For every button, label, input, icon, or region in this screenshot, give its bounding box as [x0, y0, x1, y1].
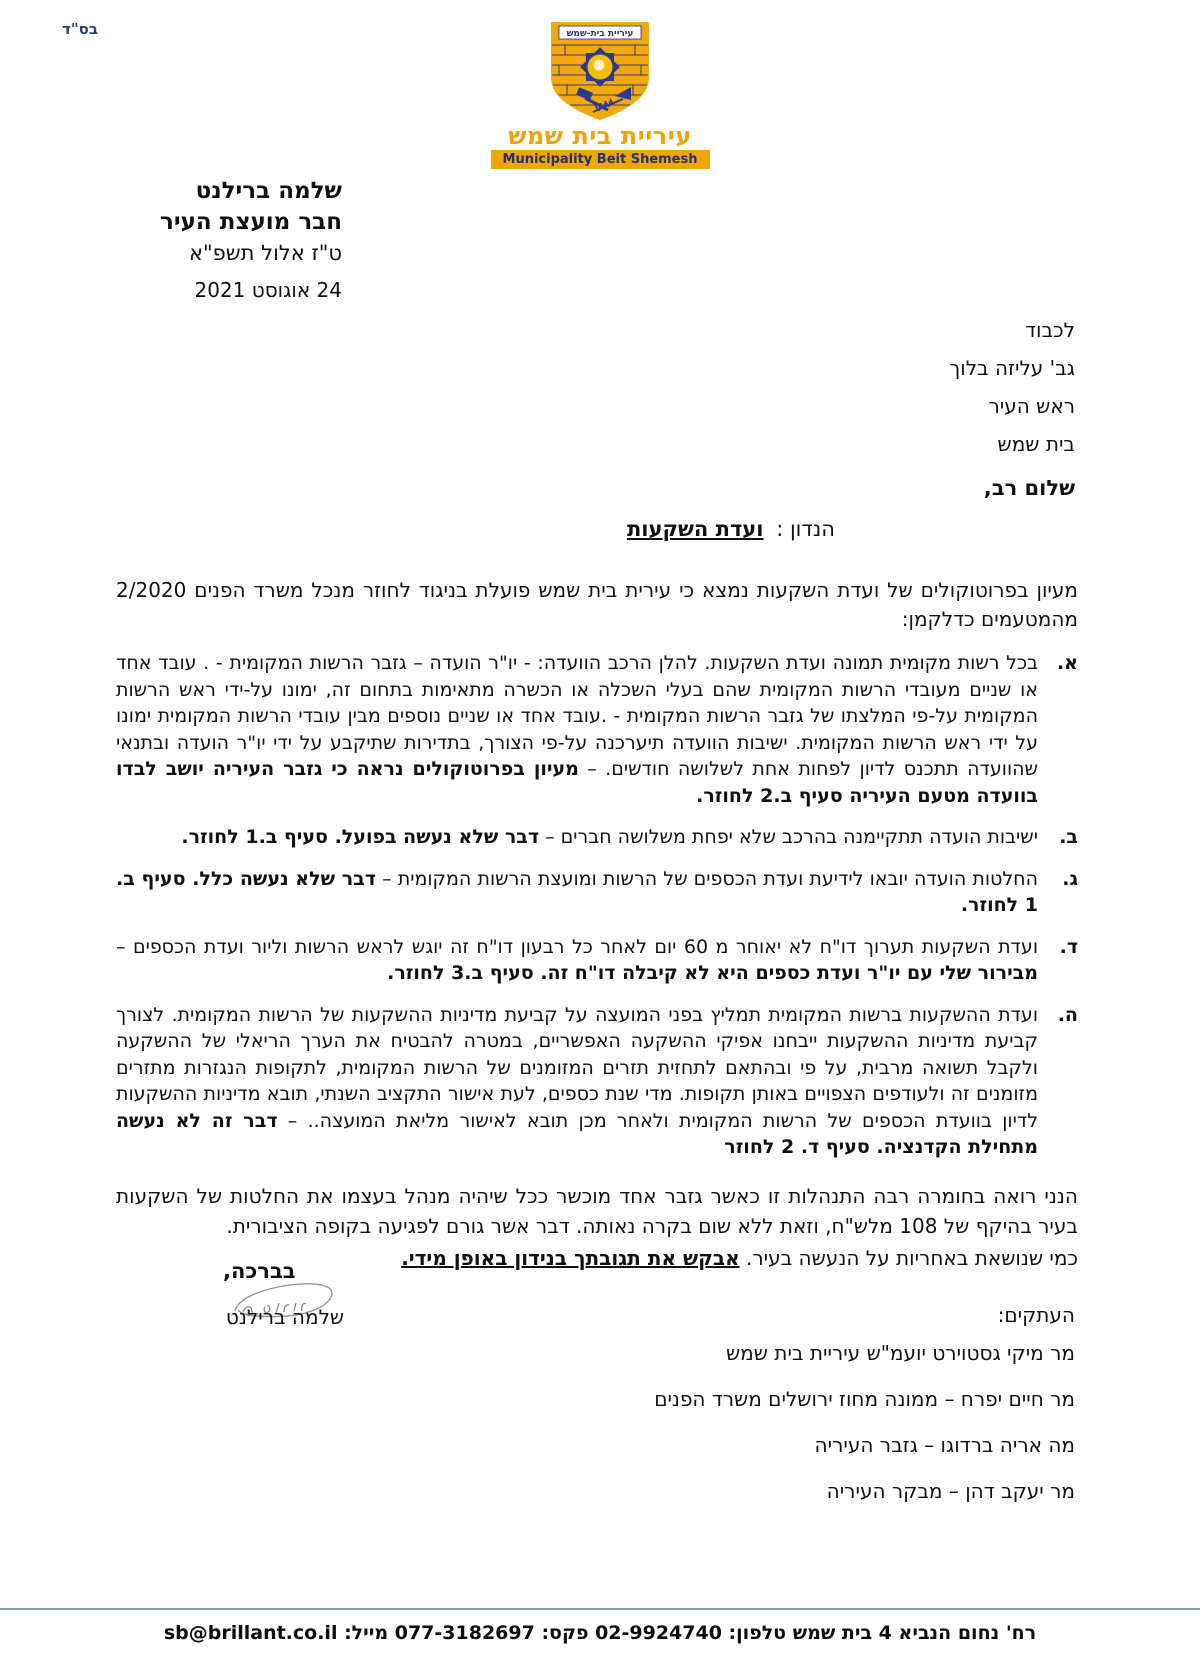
- subject-value: ועדת השקעות: [626, 517, 764, 541]
- item-emphasis: דבר שלא נעשה בפועל. סעיף ב.1 לחוזר.: [181, 826, 540, 848]
- municipality-logo: [0, 20, 1200, 169]
- item-body-text: ועדת השקעות תערוך דו"ח לא יאוחר מ 60 יום לאחר כל רבעון דו"ח זה יוגש לראש הרשות וליור ועדת הכספים –: [116, 935, 1038, 958]
- list-item-gimel: [116, 866, 1078, 919]
- recipient-line: לכבוד: [1025, 318, 1075, 342]
- item-emphasis: דבר שלא נעשה כלל. סעיף ב. 1 לחוזר.: [116, 867, 1038, 916]
- recipient-line: ראש העיר: [988, 394, 1075, 418]
- item-text: [116, 866, 1038, 919]
- copies-header: העתקים:: [997, 1303, 1075, 1327]
- recipient-line: בית שמש: [997, 432, 1075, 456]
- item-body-text: ועדת ההשקעות ברשות המקומית תמליץ בפני המועצה על קביעת מדיניות ההשקעות של הרשות המקומית. לצורך קביעת מדיניות ההשקעות ייבחנו אפיקי ההשקעה האפשריים, במטרה להבטיח את הערך הריאלי של ההשקעה ולקבל תשואה מרבית, על פי ובהתאם לתחזית תזרים המזומנים של הרשות המקומית, לתקופות הנגזרות מתזרים מזומנים זה ולעודפים הצפויים באותן תקופות. מדי שנת כספים, לעת אישור התקציב השנתי, תובא מדיניות ההשקעות לדיון בוועדת הכספים של הרשות המקומית ולאחר מכן תובא לאישור מליאת המועצה.. –: [116, 1003, 1038, 1132]
- sender-block: [132, 176, 342, 304]
- list-item-bet: [116, 824, 1078, 851]
- greeting: שלום רב,: [983, 476, 1075, 500]
- item-body-text: בכל רשות מקומית תמונה ועדת השקעות. להלן הרכב הוועדה: - יו"ר הועדה – גזבר הרשות המקומית - . עובד אחד או שניים מעובדי הרשות המקומית שהם בעלי השכלה או הכשרה מתאימות בתחום זה, ימונו על-ידי ראש הרשות המקומית על-פי המלצתו של גזבר הרשות המקומית - .עובד אחד או שניים נוספים מבין עובדי הרשות המקומית ימונו על ידי ראש הרשות המקומית. ישיבות הוועדה תיערכנה על-פי הצורך, בתדירות שתיקבע על ידי יו"ר הועדה ובתנאי שהוועדה תתכנס לדיון לפחות אחת לשלושה חודשים. –: [116, 652, 1038, 780]
- item-emphasis: מבירור שלי עם יו"ר ועדת כספים היא לא קיבלה דו"ח זה. סעיף ב.3 לחוזר.: [387, 962, 1038, 984]
- copy-line: מר יעקב דהן – מבקר העיריה: [826, 1479, 1075, 1503]
- sender-role: חבר מועצת העיר: [159, 209, 342, 235]
- item-body-text: ישיבות הועדה תתקיימנה בהרכב שלא יפחת משלושה חברים –: [539, 826, 1038, 848]
- item-text: [116, 1002, 1038, 1161]
- item-text: [116, 650, 1038, 809]
- item-marker: ד.: [1059, 935, 1078, 958]
- item-marker: ג.: [1062, 867, 1078, 890]
- recipient-block: [950, 311, 1076, 463]
- list-item-dalet: [116, 934, 1078, 987]
- item-marker: ב.: [1059, 826, 1078, 848]
- logo-title-hebrew: עיריית בית שמש: [508, 122, 692, 150]
- subject-line: [627, 517, 835, 541]
- closing-request-text: כמי שנושאת באחריות על הנעשה בעיר.: [739, 1245, 1078, 1270]
- logo-title-english: Municipality Beit Shemesh: [491, 150, 710, 169]
- sender-name: שלמה ברילנט: [195, 178, 342, 204]
- item-marker: א.: [1056, 652, 1078, 674]
- logo-banner-text: עיריית בית-שמש: [566, 29, 634, 39]
- recipient-line: גב' עליזה בלוך: [949, 356, 1075, 380]
- closing-paragraph: הנני רואה בחומרה רבה התנהלות זו כאשר גזבר אחד מוכשר ככל שיהיה מנהל בעצמו את החלטות של השקעות בעיר בהיקף של 108 מלש"ח, וזאת ללא שום בקרה נאותה. דבר אשר גורם לפגיעה בקופה הציבורית.: [116, 1183, 1078, 1238]
- item-body-text: החלטות הועדה יובאו לידיעת ועדת הכספים של הרשות ומועצת הרשות המקומית –: [375, 867, 1038, 890]
- footer: [0, 1608, 1200, 1644]
- closing-request-emphasis: אבקש את תגובתך בנידון באופן מידי.: [401, 1245, 740, 1270]
- letter-body: [116, 576, 1078, 1273]
- logo-shield-icon: [545, 20, 655, 122]
- item-text: [116, 824, 1038, 851]
- sender-hebrew-date: ט"ז אלול תשפ"א: [188, 241, 342, 265]
- list-item-alef: [116, 650, 1078, 809]
- sender-date: 24 אוגוסט 2021: [194, 278, 342, 302]
- copies-block: [654, 1300, 1075, 1514]
- bsd-mark: בס"ד: [62, 20, 98, 38]
- footer-contact-info: רח' נחום הנביא 4 בית שמש טלפון: 02-9924740 פקס: 077-3182697 מייל: sb@brillant.co.il: [163, 1622, 1037, 1644]
- signature-name: שלמה ברילנט: [225, 1305, 345, 1329]
- item-text: [116, 934, 1038, 987]
- signature-blessing: בברכה,: [223, 1259, 296, 1283]
- item-emphasis: מעיון בפרוטוקולים נראה כי גזבר העיריה יושב לבדו בוועדה מטעם העיריה סעיף ב.2 לחוזר.: [116, 758, 1038, 807]
- footer-divider: [0, 1608, 1200, 1610]
- copy-line: מר חיים יפרח – ממונה מחוז ירושלים משרד הפנים: [654, 1387, 1075, 1411]
- list-item-he: [116, 1002, 1078, 1161]
- signature-block: [215, 1259, 355, 1329]
- copy-line: מה אריה ברדוגו – גזבר העיריה: [814, 1433, 1075, 1457]
- item-marker: ה.: [1057, 1003, 1078, 1026]
- intro-paragraph: מעיון בפרוטוקולים של ועדת השקעות נמצא כי עירית בית שמש פועלת בניגוד לחוזר מנכל משרד הפנים 2/2020 מהמטעמים כדלקמן:: [116, 578, 1078, 631]
- subject-label: הנדון :: [776, 517, 835, 541]
- copy-line: מר מיקי גסטוירט יועמ"ש עיריית בית שמש: [726, 1341, 1075, 1365]
- item-emphasis: דבר זה לא נעשה מתחילת הקדנציה. סעיף ד. 2 לחוזר: [116, 1109, 1038, 1158]
